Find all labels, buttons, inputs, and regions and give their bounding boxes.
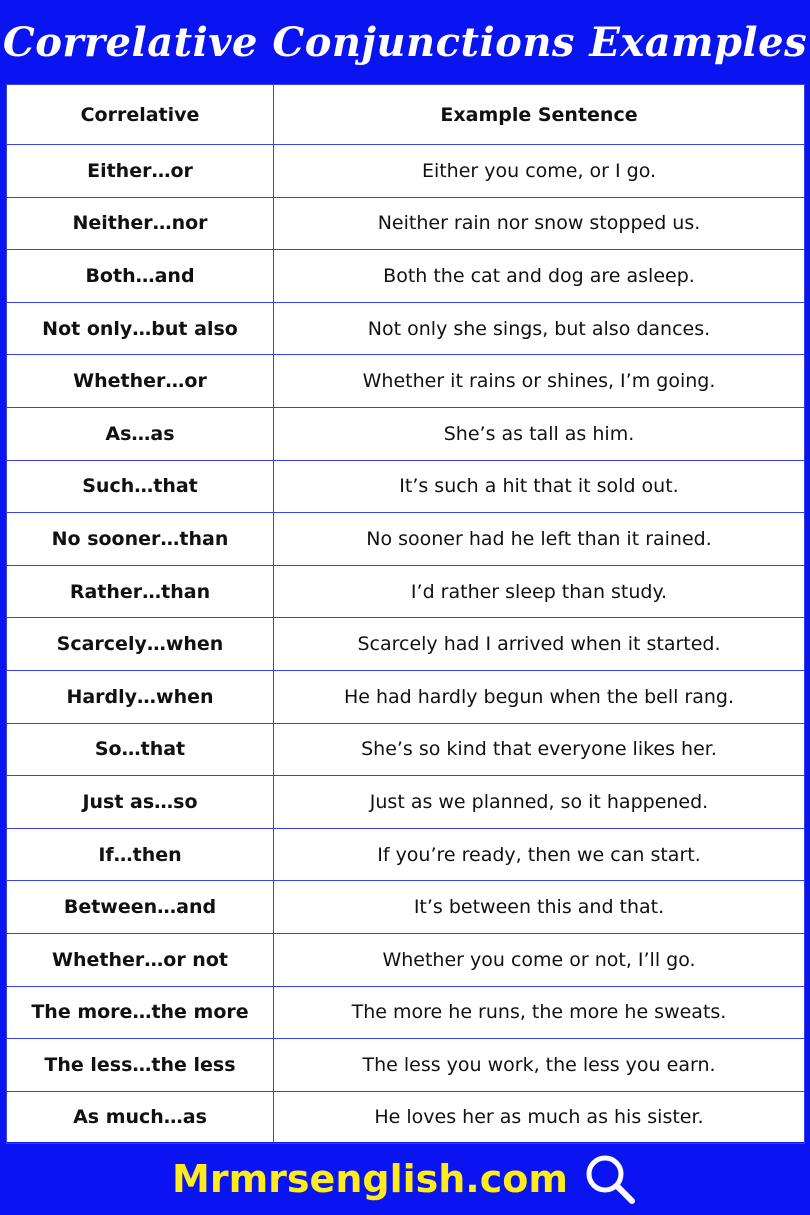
conjunctions-table [6,84,805,1144]
example-sentence-cell: Neither rain nor snow stopped us. [274,197,805,250]
table-row [7,881,805,934]
correlative-cell: Not only…but also [7,302,274,355]
correlative-cell: Both…and [7,250,274,303]
example-sentence-cell: No sooner had he left than it rained. [274,513,805,566]
correlative-cell: Rather…than [7,565,274,618]
example-sentence-cell: Just as we planned, so it happened. [274,776,805,829]
table-row [7,986,805,1039]
table-row [7,145,805,198]
table-row [7,250,805,303]
table-row [7,355,805,408]
search-icon[interactable] [582,1151,638,1207]
correlative-cell: As…as [7,407,274,460]
example-sentence-cell: If you’re ready, then we can start. [274,828,805,881]
table-row [7,197,805,250]
correlative-cell: So…that [7,723,274,776]
correlative-cell: Whether…or [7,355,274,408]
correlative-cell: Such…that [7,460,274,513]
correlative-cell: No sooner…than [7,513,274,566]
table-row [7,513,805,566]
correlative-cell: As much…as [7,1091,274,1144]
example-sentence-cell: Whether you come or not, I’ll go. [274,933,805,986]
example-sentence-cell: The less you work, the less you earn. [274,1039,805,1092]
column-header-correlative: Correlative [7,85,274,145]
example-sentence-cell: Whether it rains or shines, I’m going. [274,355,805,408]
table-row [7,828,805,881]
correlative-cell: Just as…so [7,776,274,829]
column-header-example-sentence: Example Sentence [274,85,805,145]
table-row [7,407,805,460]
correlative-cell: Hardly…when [7,670,274,723]
correlative-cell: Neither…nor [7,197,274,250]
conjunctions-table-container [6,84,804,1142]
correlative-cell: Either…or [7,145,274,198]
example-sentence-cell: It’s such a hit that it sold out. [274,460,805,513]
correlative-cell: The less…the less [7,1039,274,1092]
example-sentence-cell: It’s between this and that. [274,881,805,934]
table-row [7,670,805,723]
example-sentence-cell: She’s so kind that everyone likes her. [274,723,805,776]
table-row [7,302,805,355]
site-name[interactable]: Mrmrsenglish.com [172,1156,568,1201]
table-row [7,460,805,513]
example-sentence-cell: She’s as tall as him. [274,407,805,460]
example-sentence-cell: The more he runs, the more he sweats. [274,986,805,1039]
example-sentence-cell: Either you come, or I go. [274,145,805,198]
correlative-cell: If…then [7,828,274,881]
table-header-row [7,85,805,145]
example-sentence-cell: Not only she sings, but also dances. [274,302,805,355]
example-sentence-cell: I’d rather sleep than study. [274,565,805,618]
table-row [7,1091,805,1144]
correlative-cell: Whether…or not [7,933,274,986]
example-sentence-cell: Both the cat and dog are asleep. [274,250,805,303]
example-sentence-cell: Scarcely had I arrived when it started. [274,618,805,671]
correlative-cell: Scarcely…when [7,618,274,671]
table-row [7,723,805,776]
correlative-cell: Between…and [7,881,274,934]
table-row [7,933,805,986]
footer [0,1142,810,1215]
example-sentence-cell: He loves her as much as his sister. [274,1091,805,1144]
page-title: Correlative Conjunctions Examples [2,18,808,66]
table-row [7,1039,805,1092]
example-sentence-cell: He had hardly begun when the bell rang. [274,670,805,723]
correlative-cell: The more…the more [7,986,274,1039]
table-row [7,565,805,618]
table-row [7,618,805,671]
table-row [7,776,805,829]
